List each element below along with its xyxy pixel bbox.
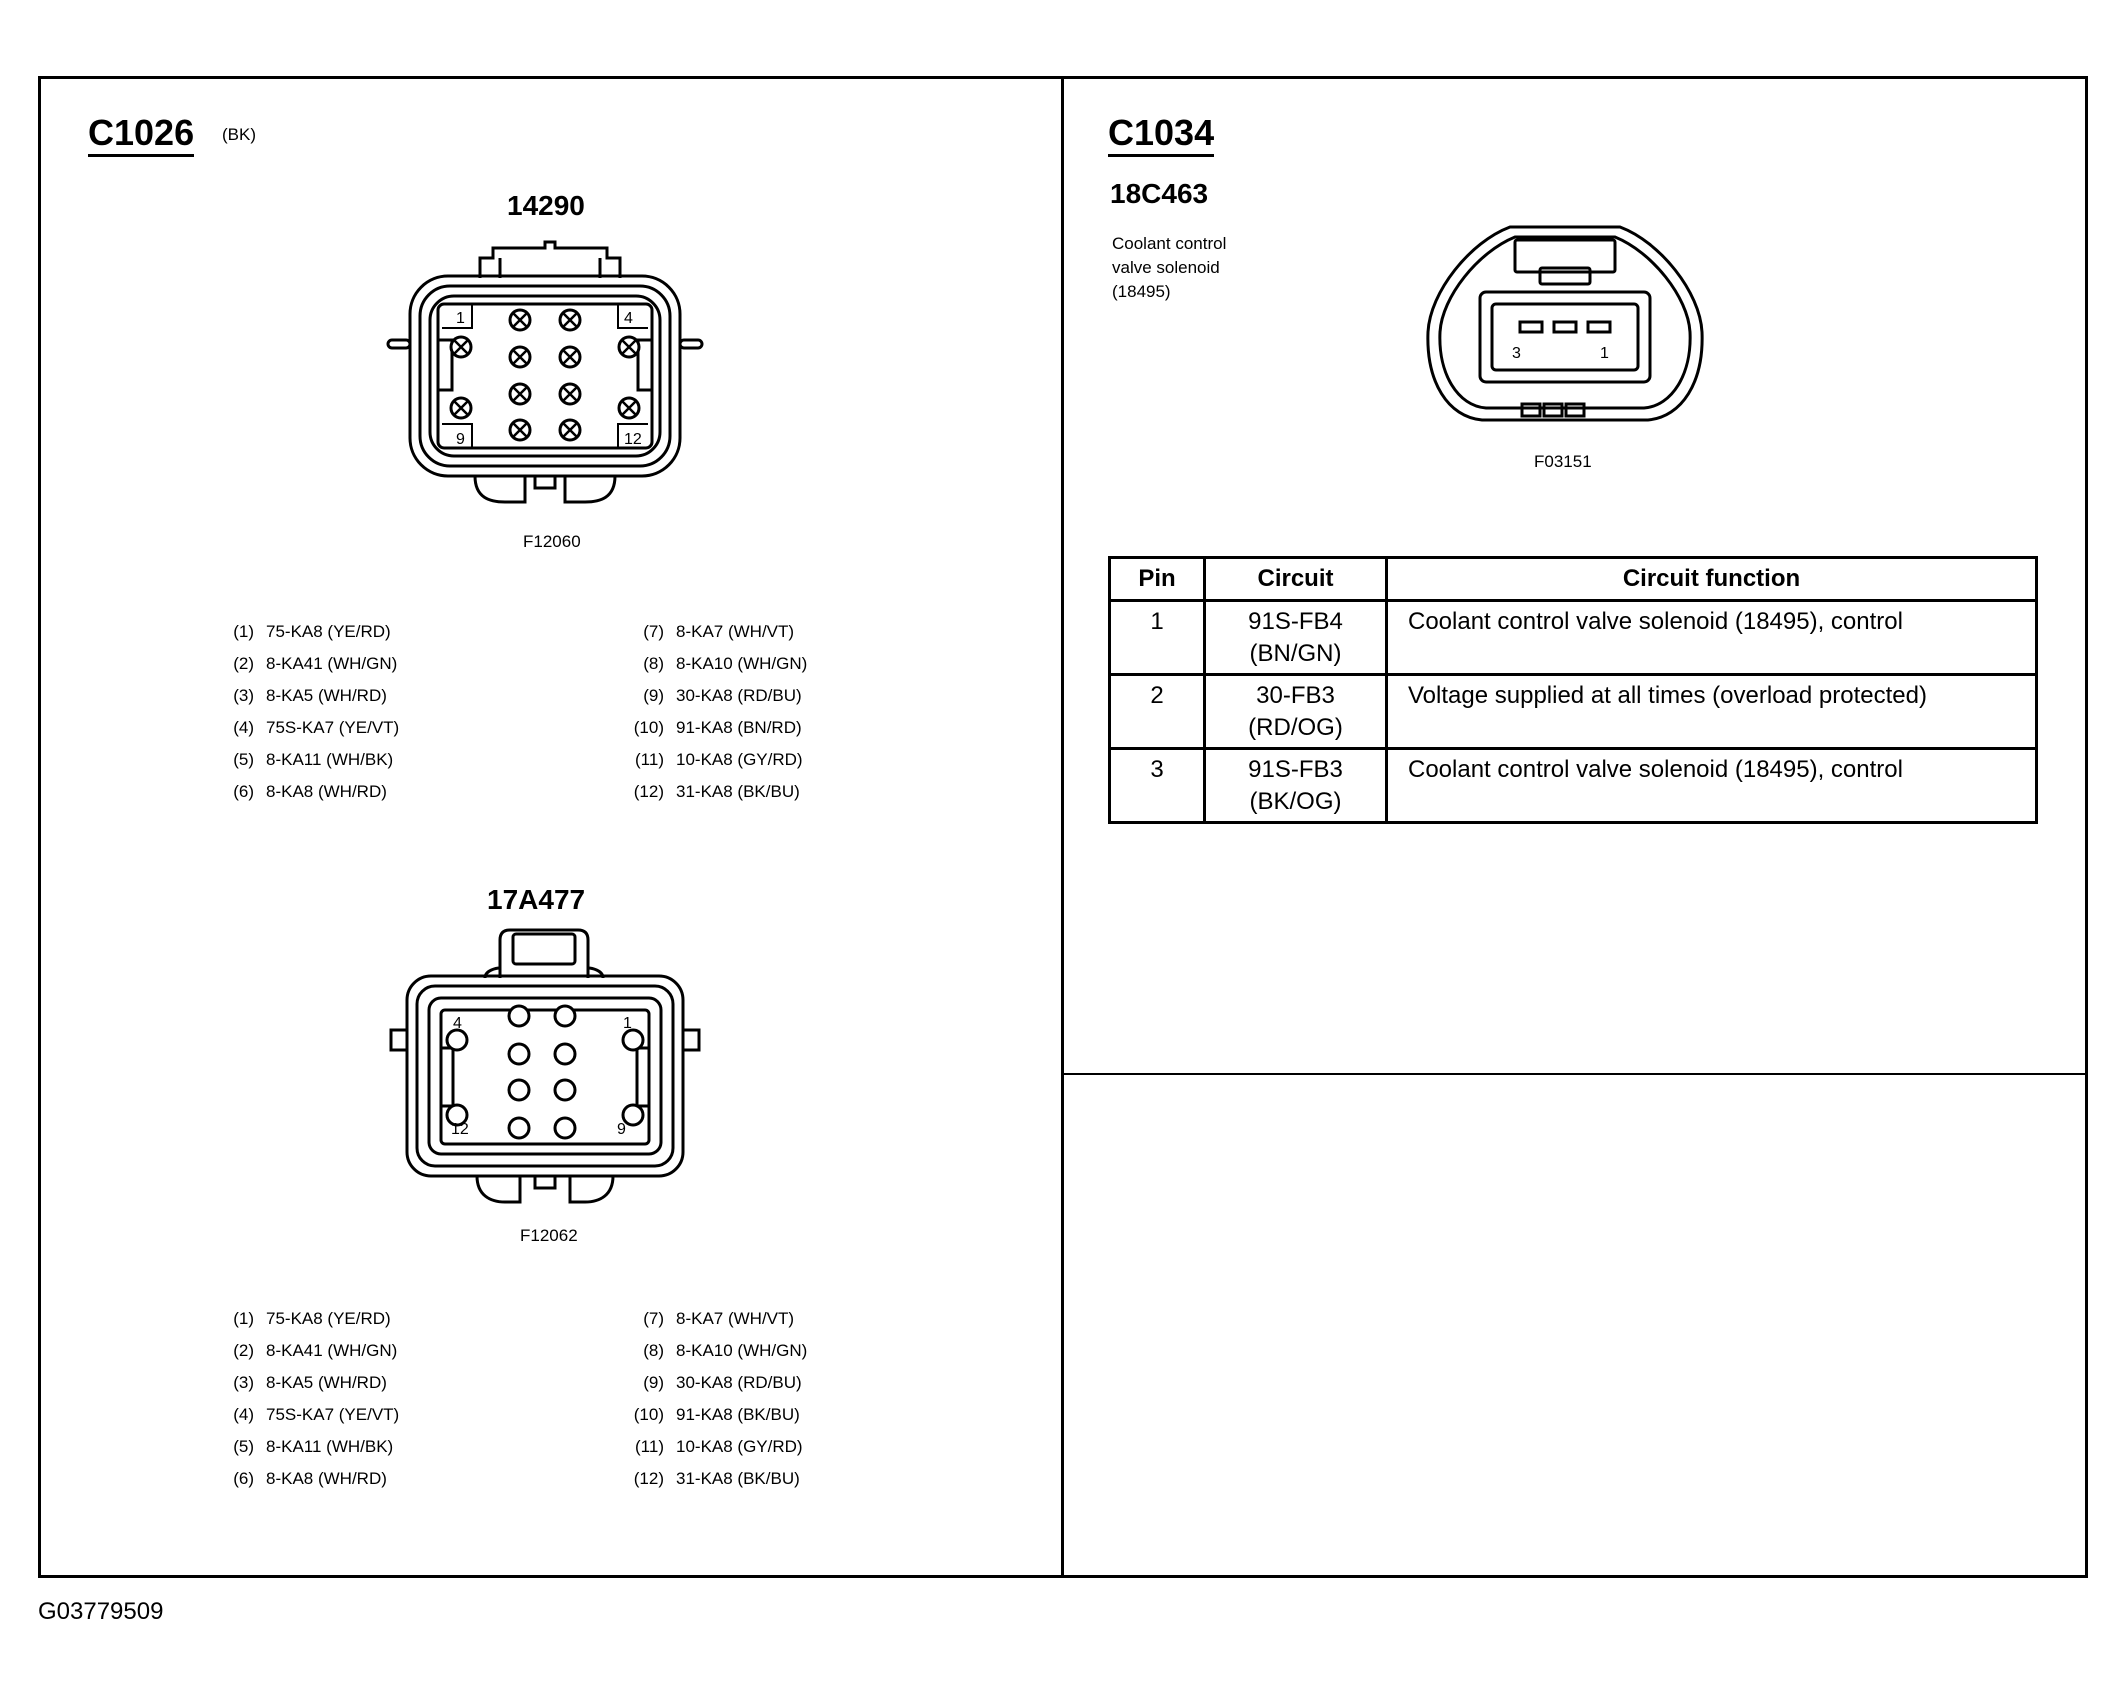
- circuit-cell: 91S-FB3 (BK/OG): [1205, 749, 1387, 823]
- connector-18C463-drawing: [1420, 222, 1710, 427]
- pin-row: (1) 75-KA8 (YE/RD): [233, 1309, 391, 1328]
- pin-row: (5) 8-KA11 (WH/BK): [233, 1437, 394, 1456]
- pin-label-4: 4: [624, 310, 633, 327]
- pin-label-12: 12: [451, 1121, 469, 1138]
- table-row: [1110, 601, 2037, 675]
- pin-label-1: 1: [623, 1015, 632, 1032]
- circuit-cell: 30-FB3 (RD/OG): [1205, 675, 1387, 749]
- connector-14290-drawing: [380, 240, 710, 500]
- pin-cell: 2: [1110, 675, 1205, 749]
- pin-label-1: 1: [1600, 345, 1609, 362]
- pin-row: (6) 8-KA8 (WH/RD): [233, 782, 387, 801]
- document-code: G03779509: [38, 1598, 164, 1625]
- figure-code-bottom: F12062: [520, 1226, 578, 1245]
- pin-row: (4) 75S-KA7 (YE/VT): [233, 718, 400, 737]
- pin-label-9: 9: [617, 1121, 626, 1138]
- table-row: [1110, 675, 2037, 749]
- function-cell: Voltage supplied at all times (overload protected): [1387, 675, 2037, 749]
- pin-row: (9) 30-KA8 (RD/BU): [643, 1373, 802, 1392]
- component-description: Coolant control valve solenoid (18495): [1112, 234, 1227, 301]
- pin-row: (3) 8-KA5 (WH/RD): [233, 686, 387, 705]
- part-number-bottom: 17A477: [487, 884, 586, 915]
- circuit-cell: 91S-FB4 (BN/GN): [1205, 601, 1387, 675]
- pin-label-4: 4: [453, 1015, 462, 1032]
- part-number-right: 18C463: [1110, 178, 1209, 209]
- horizontal-divider: [1061, 1073, 2088, 1075]
- pin-cell: 3: [1110, 749, 1205, 823]
- column-header-pin: Pin: [1110, 558, 1205, 601]
- pin-row: (2) 8-KA41 (WH/GN): [233, 654, 398, 673]
- connector-17A477-drawing: [385, 920, 705, 1205]
- pin-cell: 1: [1110, 601, 1205, 675]
- table-row: [1110, 749, 2037, 823]
- pin-row: (5) 8-KA11 (WH/BK): [233, 750, 394, 769]
- function-cell: Coolant control valve solenoid (18495), control: [1387, 749, 2037, 823]
- pin-label-3: 3: [1512, 345, 1521, 362]
- pin-row: (2) 8-KA41 (WH/GN): [233, 1341, 398, 1360]
- pin-row: (11) 10-KA8 (GY/RD): [635, 1437, 803, 1456]
- pin-row: (9) 30-KA8 (RD/BU): [643, 686, 802, 705]
- pin-row: (10) 91-KA8 (BK/BU): [633, 1405, 800, 1424]
- part-number-top: 14290: [507, 190, 585, 221]
- pin-row: (6) 8-KA8 (WH/RD): [233, 1469, 387, 1488]
- vertical-divider: [1061, 76, 1064, 1578]
- pin-row: (12) 31-KA8 (BK/BU): [633, 782, 800, 801]
- pin-row: (8) 8-KA10 (WH/GN): [643, 654, 808, 673]
- pin-label-1: 1: [456, 310, 465, 327]
- connector-id-c1034: C1034: [1108, 114, 1214, 157]
- pin-row: (3) 8-KA5 (WH/RD): [233, 1373, 387, 1392]
- figure-code-right: F03151: [1534, 452, 1592, 471]
- pin-table: [1108, 556, 2038, 824]
- function-cell: Coolant control valve solenoid (18495), control: [1387, 601, 2037, 675]
- column-header-circuit: Circuit: [1205, 558, 1387, 601]
- pin-row: (7) 8-KA7 (WH/VT): [643, 622, 795, 641]
- pin-row: (1) 75-KA8 (YE/RD): [233, 622, 391, 641]
- connector-color: (BK): [222, 125, 256, 144]
- pin-row: (10) 91-KA8 (BN/RD): [633, 718, 802, 737]
- pin-row: (7) 8-KA7 (WH/VT): [643, 1309, 795, 1328]
- pin-label-12: 12: [624, 431, 642, 448]
- pin-label-9: 9: [456, 431, 465, 448]
- figure-code-top: F12060: [523, 532, 581, 551]
- pin-row: (8) 8-KA10 (WH/GN): [643, 1341, 808, 1360]
- pin-row: (12) 31-KA8 (BK/BU): [633, 1469, 800, 1488]
- pin-row: (4) 75S-KA7 (YE/VT): [233, 1405, 400, 1424]
- connector-id-c1026: C1026: [88, 114, 194, 157]
- pin-row: (11) 10-KA8 (GY/RD): [635, 750, 803, 769]
- column-header-function: Circuit function: [1387, 558, 2037, 601]
- table-header-row: [1110, 558, 2037, 601]
